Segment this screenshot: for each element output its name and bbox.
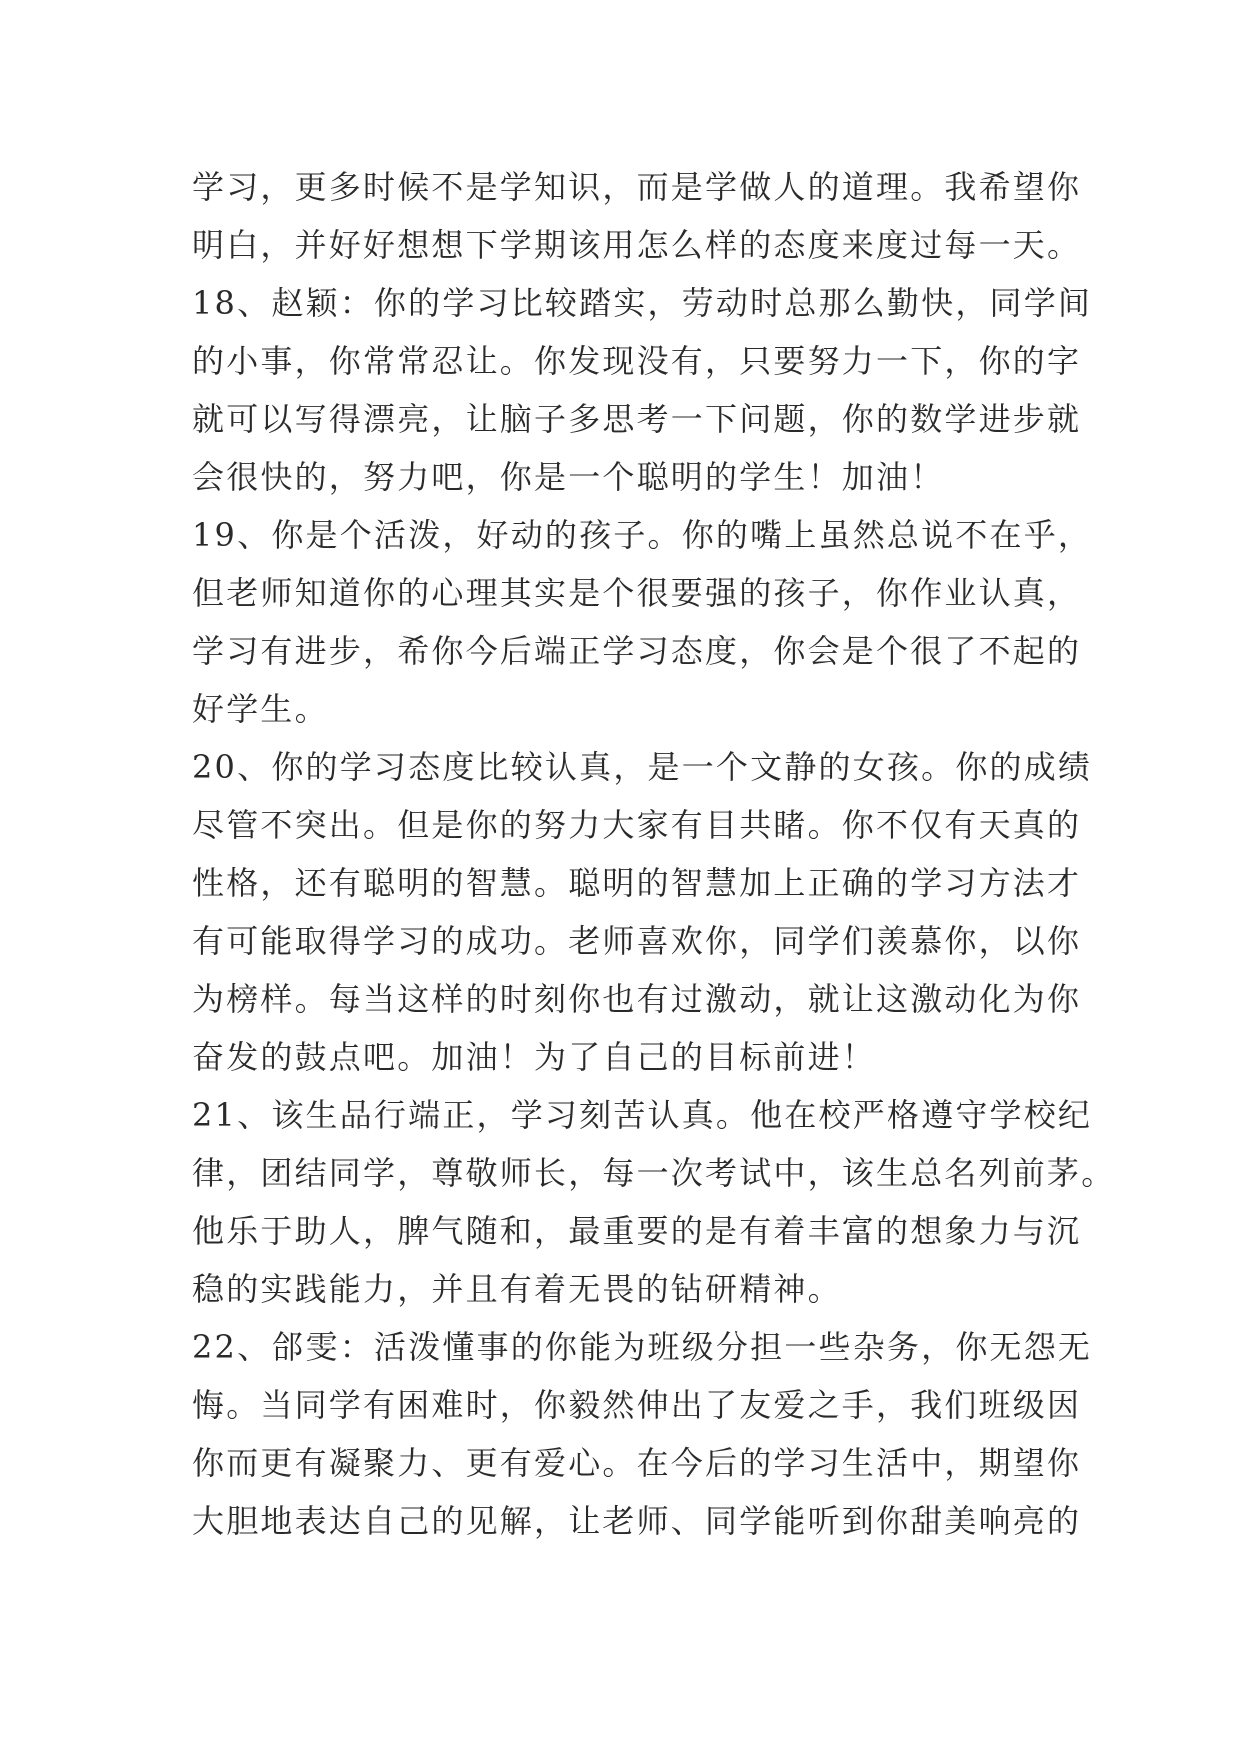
text-line: 就可以写得漂亮，让脑子多思考一下问题，你的数学进步就	[192, 400, 1082, 438]
document-body	[192, 158, 1116, 1550]
text-line: 他乐于助人，脾气随和，最重要的是有着丰富的想象力与沉	[192, 1212, 1082, 1250]
text-line: 明白，并好好想想下学期该用怎么样的态度来度过每一天。	[192, 226, 1082, 264]
text-line: 律，团结同学，尊敬师长，每一次考试中，该生总名列前茅。	[192, 1154, 1116, 1192]
text-line: 悔。当同学有困难时，你毅然伸出了友爱之手，我们班级因	[192, 1386, 1082, 1424]
text-line: 的小事，你常常忍让。你发现没有，只要努力一下，你的字	[192, 342, 1082, 380]
text-line: 性格，还有聪明的智慧。聪明的智慧加上正确的学习方法才	[192, 864, 1082, 902]
text-line: 18、赵颖：你的学习比较踏实，劳动时总那么勤快，同学间	[192, 284, 1093, 322]
text-line: 大胆地表达自己的见解，让老师、同学能听到你甜美响亮的	[192, 1502, 1082, 1540]
text-line: 20、你的学习态度比较认真，是一个文静的女孩。你的成绩	[192, 748, 1093, 786]
text-line: 有可能取得学习的成功。老师喜欢你，同学们羡慕你，以你	[192, 922, 1082, 960]
text-line: 尽管不突出。但是你的努力大家有目共睹。你不仅有天真的	[192, 806, 1082, 844]
text-line: 学习有进步，希你今后端正学习态度，你会是个很了不起的	[192, 632, 1082, 670]
text-line: 学习，更多时候不是学知识，而是学做人的道理。我希望你	[192, 168, 1082, 206]
text-line: 会很快的，努力吧，你是一个聪明的学生！加油！	[192, 458, 945, 496]
text-line: 你而更有凝聚力、更有爱心。在今后的学习生活中，期望你	[192, 1444, 1082, 1482]
text-line: 19、你是个活泼，好动的孩子。你的嘴上虽然总说不在乎，	[192, 516, 1093, 554]
text-line: 21、该生品行端正，学习刻苦认真。他在校严格遵守学校纪	[192, 1096, 1093, 1134]
text-line: 但老师知道你的心理其实是个很要强的孩子，你作业认真，	[192, 574, 1082, 612]
text-line: 好学生。	[192, 690, 329, 728]
text-line: 奋发的鼓点吧。加油！为了自己的目标前进！	[192, 1038, 877, 1076]
text-line: 稳的实践能力，并且有着无畏的钻研精神。	[192, 1270, 842, 1308]
text-line: 为榜样。每当这样的时刻你也有过激动，就让这激动化为你	[192, 980, 1082, 1018]
text-line: 22、郃雯：活泼懂事的你能为班级分担一些杂务，你无怨无	[192, 1328, 1093, 1366]
